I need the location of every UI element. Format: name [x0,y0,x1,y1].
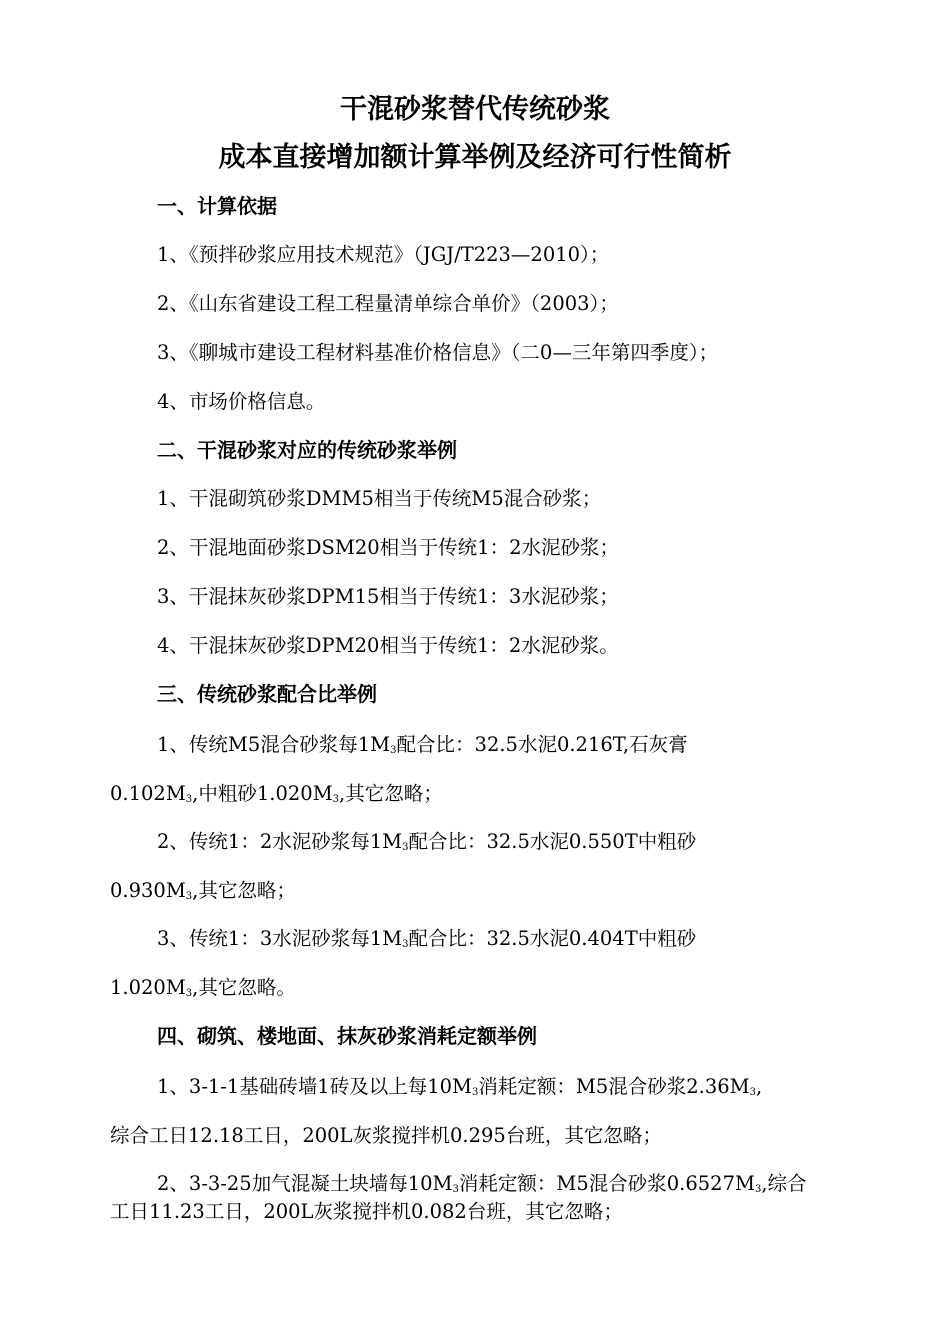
basis-item-2: 2、《山东省建设工程工程量清单综合单价》（2003）； [157,292,619,315]
title-line-1: 干混砂浆替代传统砂浆 [340,94,610,125]
section-heading-mortar-mapping: 二、干混砂浆对应的传统砂浆举例 [157,438,457,462]
mix-item-1-line-1: 1、传统M5混合砂浆每$1M_3$配合比：32.5水泥0.216T,石灰膏 [157,733,688,756]
basis-item-4: 4、市场价格信息。 [157,390,326,413]
quota-item-2-line-1: 2、3-3-25加气混凝土块墙每$10M_3$消耗定额：M5混合砂浆$0.6527M_3$,综合 [157,1172,807,1195]
mapping-item-2: 2、干混地面砂浆DSM20相当于传统1：2水泥砂浆； [157,536,619,559]
mix-item-3-line-1: 3、传统1：3水泥砂浆每$1M_3$配合比：32.5水泥0.404T中粗砂 [157,927,697,950]
title-line-2: 成本直接增加额计算举例及经济可行性简析 [218,142,732,173]
basis-item-1: 1、《预拌砂浆应用技术规范》（JGJ/T223—2010）； [157,243,610,266]
section-heading-mix-ratio: 三、传统砂浆配合比举例 [157,682,377,706]
quota-item-1-line-1: 1、3-1-1基础砖墙1砖及以上每$10M_3$消耗定额：M5混合砂浆$2.36M_3$, [157,1075,763,1098]
basis-item-3: 3、《聊城市建设工程材料基准价格信息》（二0—三年第四季度）； [157,341,719,364]
mix-item-1-line-2: $0.102M_3$,中粗砂$1.020M_3$,其它忽略； [110,782,443,805]
quota-item-2-line-2: 工日11.23工日，200L灰浆搅拌机0.082台班，其它忽略； [110,1200,623,1223]
mix-item-2-line-1: 2、传统1：2水泥砂浆每$1M_3$配合比：32.5水泥0.550T中粗砂 [157,830,697,853]
mapping-item-4: 4、干混抹灰砂浆DPM20相当于传统1：2水泥砂浆。 [157,634,619,657]
section-heading-basis: 一、计算依据 [157,194,277,218]
mapping-item-3: 3、干混抹灰砂浆DPM15相当于传统1：3水泥砂浆； [157,585,619,608]
section-heading-consumption-quota: 四、砌筑、楼地面、抹灰砂浆消耗定额举例 [157,1024,537,1048]
quota-item-1-line-2: 综合工日12.18工日，200L灰浆搅拌机0.295台班，其它忽略； [110,1124,662,1147]
mix-item-2-line-2: $0.930M_3$,其它忽略； [110,879,296,902]
mapping-item-1: 1、干混砌筑砂浆DMM5相当于传统M5混合砂浆； [157,487,602,510]
mix-item-3-line-2: $1.020M_3$,其它忽略。 [110,976,296,999]
